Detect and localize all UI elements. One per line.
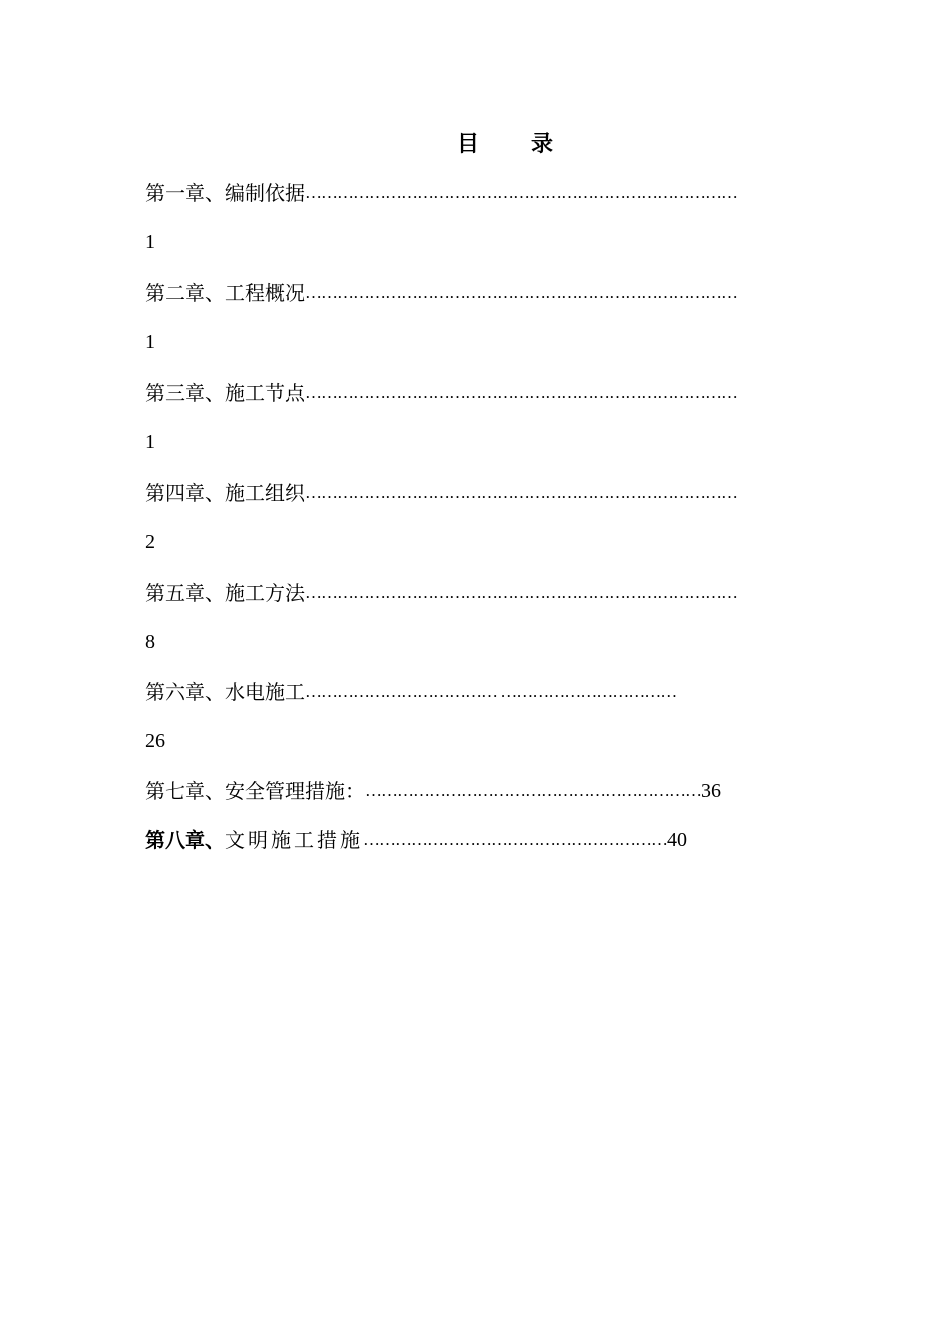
toc-entry-6[interactable]: [145, 675, 865, 709]
toc-entry-page-number: 2: [145, 531, 155, 553]
toc-leader-dots: ………………………………………………………………………: [305, 583, 737, 602]
toc-leader-dots: ………………………………………………………………………: [305, 283, 737, 302]
toc-entry-page-number: 1: [145, 231, 155, 253]
toc-entry-label-bold: 第八章、: [145, 828, 225, 852]
toc-entry-label: 第五章、施工方法: [145, 581, 305, 605]
toc-entry-page-number: 8: [145, 631, 155, 653]
toc-leader-dots: ………………………………………………………………………: [305, 483, 737, 502]
toc-entry-7[interactable]: [145, 774, 865, 808]
toc-title-char-2: 录: [531, 131, 554, 157]
toc-leader-dots: ………………………………………………………………………: [305, 183, 737, 202]
toc-entry-4[interactable]: [145, 476, 865, 510]
toc-entry-5[interactable]: [145, 576, 865, 610]
toc-entry-label: 第二章、工程概况: [145, 281, 305, 305]
toc-entry-2[interactable]: [145, 276, 865, 310]
toc-title-char-1: 目: [456, 131, 479, 157]
toc-entry-label: 第一章、编制依据: [145, 181, 305, 205]
toc-leader-dots: …………………………………………………: [363, 830, 667, 849]
toc-entry-label: 第七章、安全管理措施：: [145, 779, 365, 803]
toc-entry-label: 第三章、施工节点: [145, 381, 305, 405]
toc-entry-page-number: 1: [145, 331, 155, 353]
toc-leader-dots: ………………………………………………………: [365, 781, 701, 800]
toc-entry-label: 第四章、施工组织: [145, 481, 305, 505]
toc-entry-page-number: 1: [145, 431, 155, 453]
toc-entry-label: 第六章、水电施工: [145, 680, 305, 704]
toc-entry-3[interactable]: [145, 376, 865, 410]
toc-leader-dots: ………………………………………………………………………: [305, 383, 737, 402]
toc-entry-page-number: 36: [701, 780, 721, 802]
toc-entry-page-number: 40: [667, 829, 687, 851]
toc-entry-1[interactable]: [145, 176, 865, 210]
toc-entry-page-number: 26: [145, 730, 165, 752]
toc-entry-8[interactable]: [145, 823, 865, 857]
toc-leader-dots: ……………………………… ……………………………: [305, 682, 677, 701]
toc-title: [0, 124, 950, 164]
toc-entry-label: 文明施工措施: [225, 828, 363, 852]
